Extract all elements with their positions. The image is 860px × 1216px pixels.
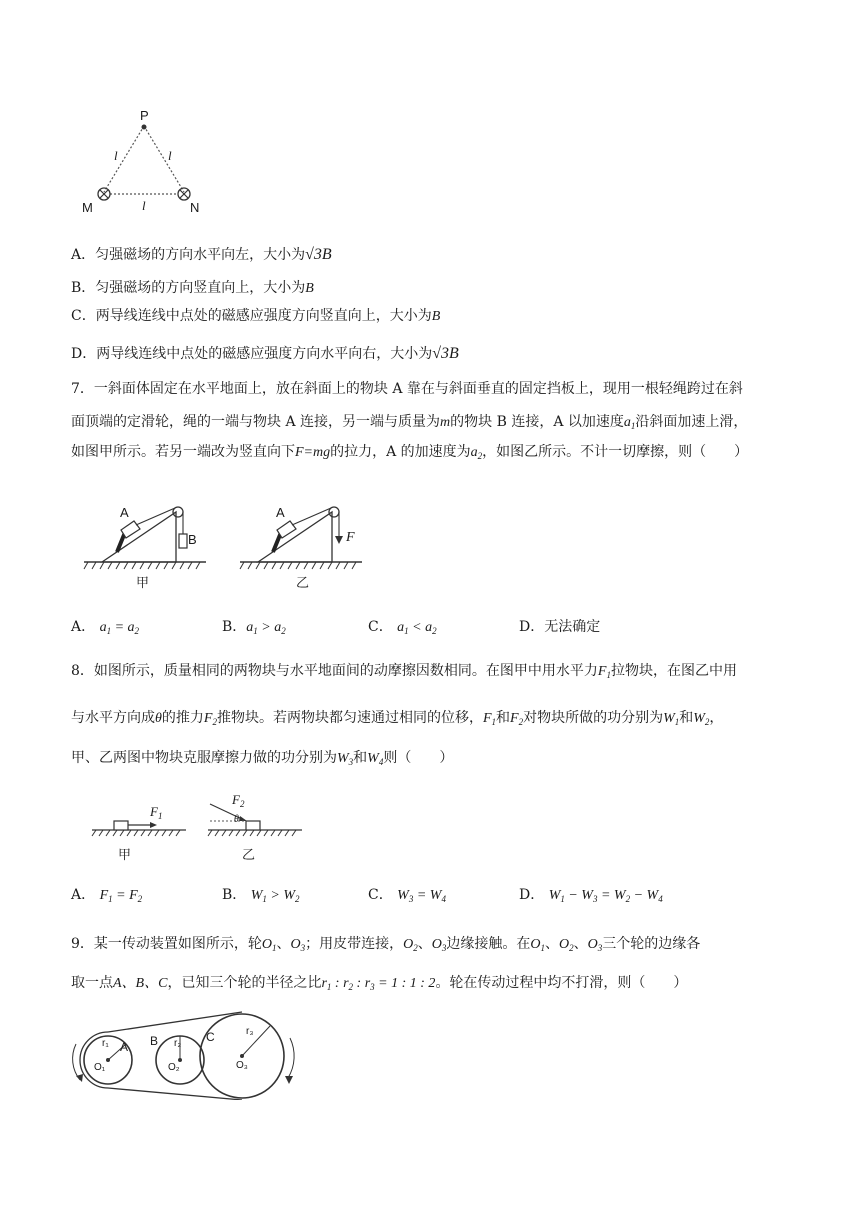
q7-option-c: C． $a_1 < a_2$ (368, 619, 437, 636)
q9-line-2: 取一点A、B、C，已知三个轮的半径之比$r_1$ : $r_2$ : $r_3 = 1$ : 1 : 2。轮在传动过程中均不打滑，则（ ） (71, 975, 688, 992)
fig-yi-label-q8: 乙 (242, 848, 256, 863)
q7-line-2: 面顶端的定滑轮，绳的一端与物块 A 连接，另一端与质量为m的物块 B 连接，A 以加速度$a_1$沿斜面加速上滑， (71, 414, 748, 431)
push-pull-figure (88, 790, 308, 866)
force-f-label: F (346, 530, 355, 545)
force-f2-label: $F_2$ (232, 792, 245, 809)
label-n: N (190, 200, 200, 215)
block-a-label: A (120, 505, 129, 520)
label-l-right: l (168, 148, 172, 163)
fig-yi-label: 乙 (296, 576, 310, 591)
label-l-bottom: l (142, 198, 146, 213)
q6-d-math: √3B (432, 345, 459, 362)
q8-line-3: 甲、乙两图中物块克服摩擦力做的功分别为$W_3$和$W_4$则（ ） (71, 750, 454, 767)
belt-drive-figure (66, 1010, 302, 1100)
q6-option-d: D．两导线连线中点处的磁感应强度方向水平向右，大小为√3B (71, 345, 459, 362)
point-a-label: A (120, 1040, 129, 1054)
point-b-label: B (150, 1034, 159, 1048)
q7-option-a: A． $a_1 = a_2$ (71, 619, 140, 636)
radius-r1-label: r₁ (102, 1038, 109, 1049)
label-p: P (140, 108, 149, 123)
block-a-label-yi: A (276, 505, 285, 520)
q7-option-d: D．无法确定 (519, 619, 601, 635)
block-b-label: B (188, 532, 197, 547)
point-c-label: C (206, 1030, 215, 1044)
q8-option-c: C． $W_3 = W_4$ (368, 887, 446, 904)
center-o2-label: O₂ (168, 1062, 180, 1073)
radius-r3-label: r₃ (246, 1026, 254, 1037)
triangle-pmn-figure (80, 108, 220, 220)
label-m: M (82, 200, 93, 215)
q8-option-b: B． $W_1 > W_2$ (222, 887, 300, 904)
q8-option-a: A． $F_1 = F_2$ (71, 887, 143, 904)
force-f1-label: $F_1$ (150, 804, 163, 821)
q8-line-2: 与水平方向成θ的推力$F_2$推物块。若两物块都匀速通过相同的位移，$F_1$和$F_2$对物块所做的功分别为$W_1$和$W_2$， (71, 710, 724, 727)
fig-jia-label: 甲 (136, 576, 150, 591)
q6-a-math: √3B (305, 246, 332, 263)
q7-line-3: 如图甲所示。若另一端改为竖直向下F=mg的拉力，A 的加速度为$a_2$，如图乙所示。不计一切摩擦，则（ ） (71, 444, 749, 461)
center-o3-label: O₃ (236, 1060, 248, 1071)
incline-figure-yi (236, 500, 366, 592)
fig-jia-label-q8: 甲 (118, 848, 132, 863)
q8-line-1: 8．如图所示，质量相同的两物块与水平地面间的动摩擦因数相同。在图甲中用水平力$F_1$拉物块，在图乙中用 (71, 663, 737, 680)
q6-option-c: C．两导线连线中点处的磁感应强度方向竖直向上，大小为B (71, 308, 441, 324)
q7-line-1: 7．一斜面体固定在水平地面上，放在斜面上的物块 A 靠在与斜面垂直的固定挡板上，现用一根轻绳跨过在斜 (71, 381, 743, 397)
q6-option-a: A．匀强磁场的方向水平向左，大小为√3B (71, 246, 332, 263)
q6-option-b: B．匀强磁场的方向竖直向上，大小为B (71, 280, 314, 296)
q8-option-d: D． $W_1 - W_3 = W_2 - W_4$ (519, 887, 663, 904)
radius-r2-label: r₂ (174, 1038, 182, 1049)
q9-line-1: 9．某一传动装置如图所示，轮$O_1$、$O_3$；用皮带连接，$O_2$、$O_3$边缘接触。在$O_1$、$O_2$、$O_3$三个轮的边缘各 (71, 936, 701, 953)
angle-theta-label: θ (234, 814, 239, 825)
q7-option-b: B．$a_1 > a_2$ (222, 619, 286, 636)
label-l-left: l (114, 148, 118, 163)
incline-figure-jia (80, 500, 210, 592)
center-o1-label: O₁ (94, 1062, 106, 1073)
